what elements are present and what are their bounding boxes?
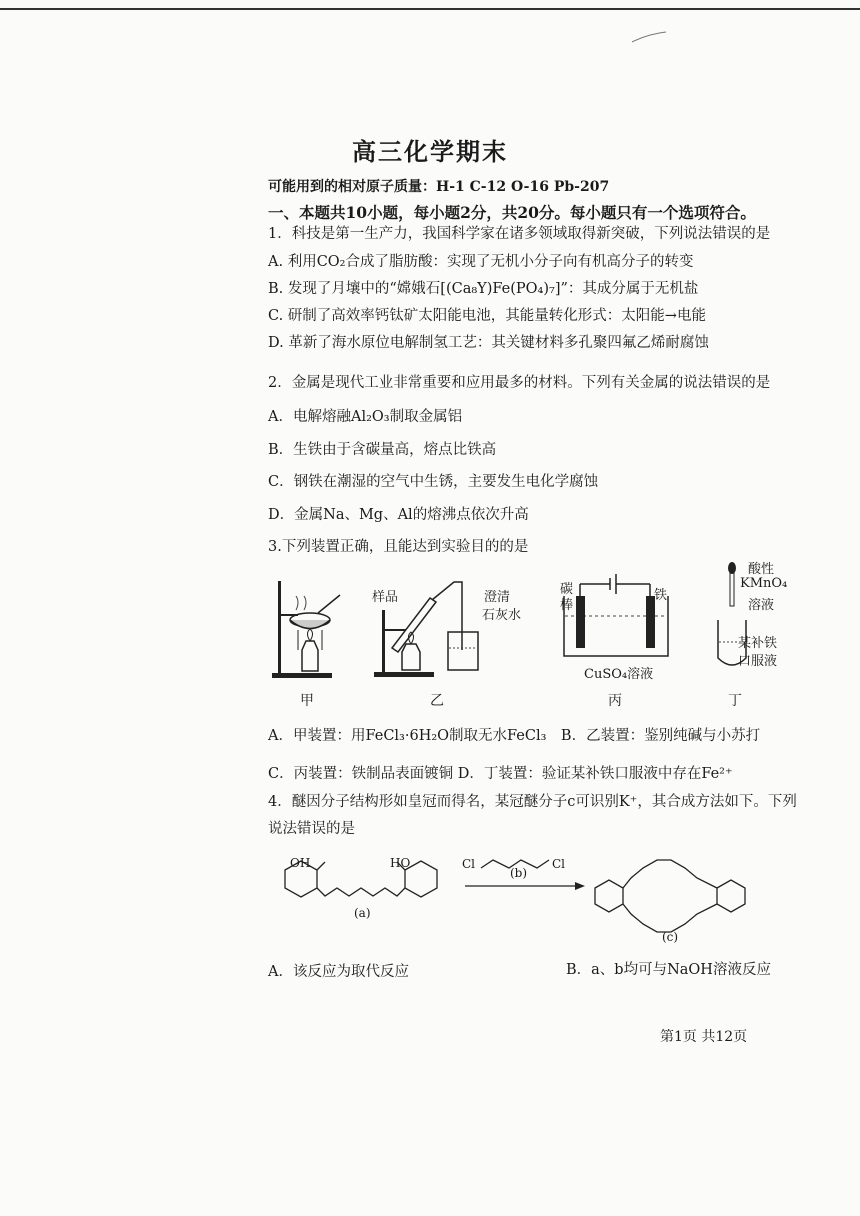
label-oh: OH <box>290 856 311 870</box>
scan-border-line <box>0 8 860 10</box>
label-carbon-1: 碳 <box>560 582 574 597</box>
q2-option-d: D．金属Na、Mg、Al的熔沸点依次升高 <box>268 507 529 523</box>
q4-option-a: A．该反应为取代反应 <box>268 964 409 980</box>
atomic-masses: 可能用到的相对原子质量：H-1 C-12 O-16 Pb-207 <box>268 179 610 195</box>
label-a: (a) <box>354 906 371 920</box>
label-jia: 甲 <box>300 693 314 709</box>
label-limewater-1: 澄清 <box>484 590 511 605</box>
label-ho: HO <box>390 856 411 870</box>
label-kmno4: KMnO₄ <box>740 576 788 591</box>
label-cl2: Cl <box>552 857 566 871</box>
q1-option-d: D. 革新了海水原位电解制氢工艺：其关键材料多孔聚四氟乙烯耐腐蚀 <box>268 335 709 351</box>
q1-stem: 1．科技是第一生产力，我国科学家在诸多领域取得新突破，下列说法错误的是 <box>268 226 771 242</box>
reaction-scheme <box>265 848 785 948</box>
label-iron: 铁 <box>654 588 668 603</box>
label-ding: 丁 <box>728 693 742 709</box>
q2-option-a: A．电解熔融Al₂O₃制取金属铝 <box>268 409 463 425</box>
pen-mark <box>630 30 670 45</box>
label-carbon-2: 棒 <box>560 598 574 613</box>
label-iron-supp-2: 口服液 <box>738 654 778 669</box>
q4-stem-2: 说法错误的是 <box>268 821 355 837</box>
q3-options-cd: C．丙装置：铁制品表面镀铜 D．丁装置：验证某补铁口服液中存在Fe²⁺ <box>268 766 733 782</box>
q4-stem-1: 4．醚因分子结构形如皇冠而得名，某冠醚分子c可识别K⁺，其合成方法如下。下列 <box>268 794 797 810</box>
label-cl1: Cl <box>462 857 476 871</box>
q2-option-c: C．钢铁在潮湿的空气中生锈，主要发生电化学腐蚀 <box>268 474 599 490</box>
label-cuso4: CuSO₄溶液 <box>584 667 654 682</box>
label-acid: 酸性 <box>748 562 775 577</box>
q2-stem: 2．金属是现代工业非常重要和应用最多的材料。下列有关金属的说法错误的是 <box>268 375 771 391</box>
label-b: (b) <box>510 866 528 880</box>
q1-option-a: A. 利用CO₂合成了脂肪酸：实现了无机小分子向有机高分子的转变 <box>268 254 694 270</box>
q3-options-ab: A．甲装置：用FeCl₃·6H₂O制取无水FeCl₃ B．乙装置：鉴别纯碱与小苏打 <box>268 728 761 744</box>
label-bing: 丙 <box>608 693 622 709</box>
section-heading: 一、本题共10小题，每小题2分，共20分。每小题只有一个选项符合。 <box>268 203 756 222</box>
q4-option-b: B．a、b均可与NaOH溶液反应 <box>566 962 771 978</box>
label-soln: 溶液 <box>748 598 775 613</box>
page-title: 高三化学期末 <box>352 137 508 166</box>
page-footer: 第1页 共12页 <box>660 1029 748 1045</box>
label-iron-supp-1: 某补铁 <box>738 636 778 651</box>
q1-option-b: B. 发现了月壤中的“嫦娥石[(Ca₈Y)Fe(PO₄)₇]”：其成分属于无机盐 <box>268 281 699 297</box>
label-yi: 乙 <box>430 693 444 709</box>
q3-stem: 3.下列装置正确，且能达到实验目的的是 <box>268 539 529 555</box>
apparatus-jia <box>268 575 348 687</box>
label-sample: 样品 <box>372 590 399 605</box>
q2-option-b: B．生铁由于含碳量高，熔点比铁高 <box>268 442 497 458</box>
label-c: (c) <box>662 930 679 944</box>
label-limewater-2: 石灰水 <box>482 608 522 623</box>
q1-option-c: C. 研制了高效率钙钛矿太阳能电池，其能量转化形式：太阳能→电能 <box>268 308 706 324</box>
